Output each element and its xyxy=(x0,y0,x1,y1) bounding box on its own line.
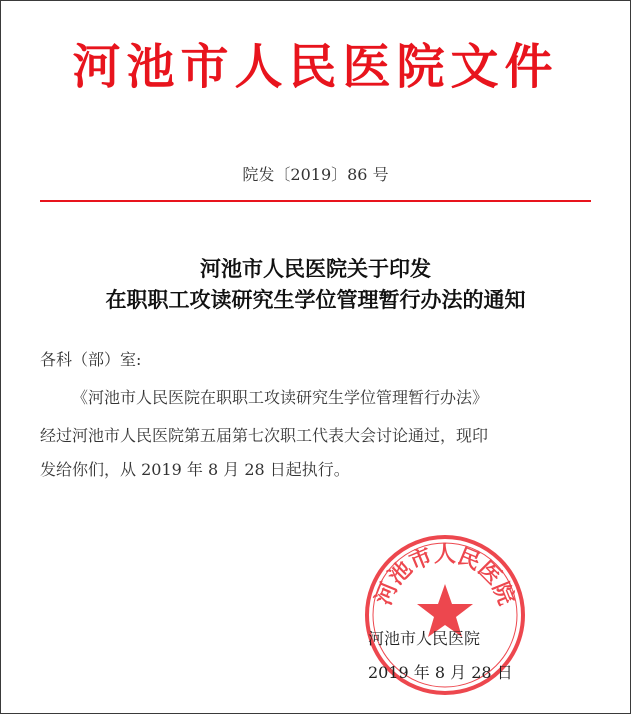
issuer-signature: 河池市人民医院 xyxy=(368,629,481,648)
notice-title xyxy=(0,253,631,315)
issue-date: 2019 年 8 月 28 日 xyxy=(368,663,513,682)
red-divider xyxy=(40,200,591,202)
document-header-title: 河池市人民医院文件 xyxy=(72,39,559,95)
body-line-1: 《河池市人民医院在职职工攻读研究生学位管理暂行办法》 xyxy=(72,388,489,407)
body-line-2: 经过河池市人民医院第五届第七次职工代表大会讨论通过，现印 xyxy=(40,426,489,445)
body-line-3: 发给你们，从 2019 年 8 月 28 日起执行。 xyxy=(40,460,350,479)
salutation: 各科（部）室: xyxy=(40,350,142,369)
notice-title-line-1: 河池市人民医院关于印发 xyxy=(200,256,431,281)
notice-title-line-2: 在职职工攻读研究生学位管理暂行办法的通知 xyxy=(105,287,526,312)
svg-text:河池市人民医院: 河池市人民医院 xyxy=(371,542,519,609)
document-number: 院发〔2019〕86 号 xyxy=(242,165,389,184)
